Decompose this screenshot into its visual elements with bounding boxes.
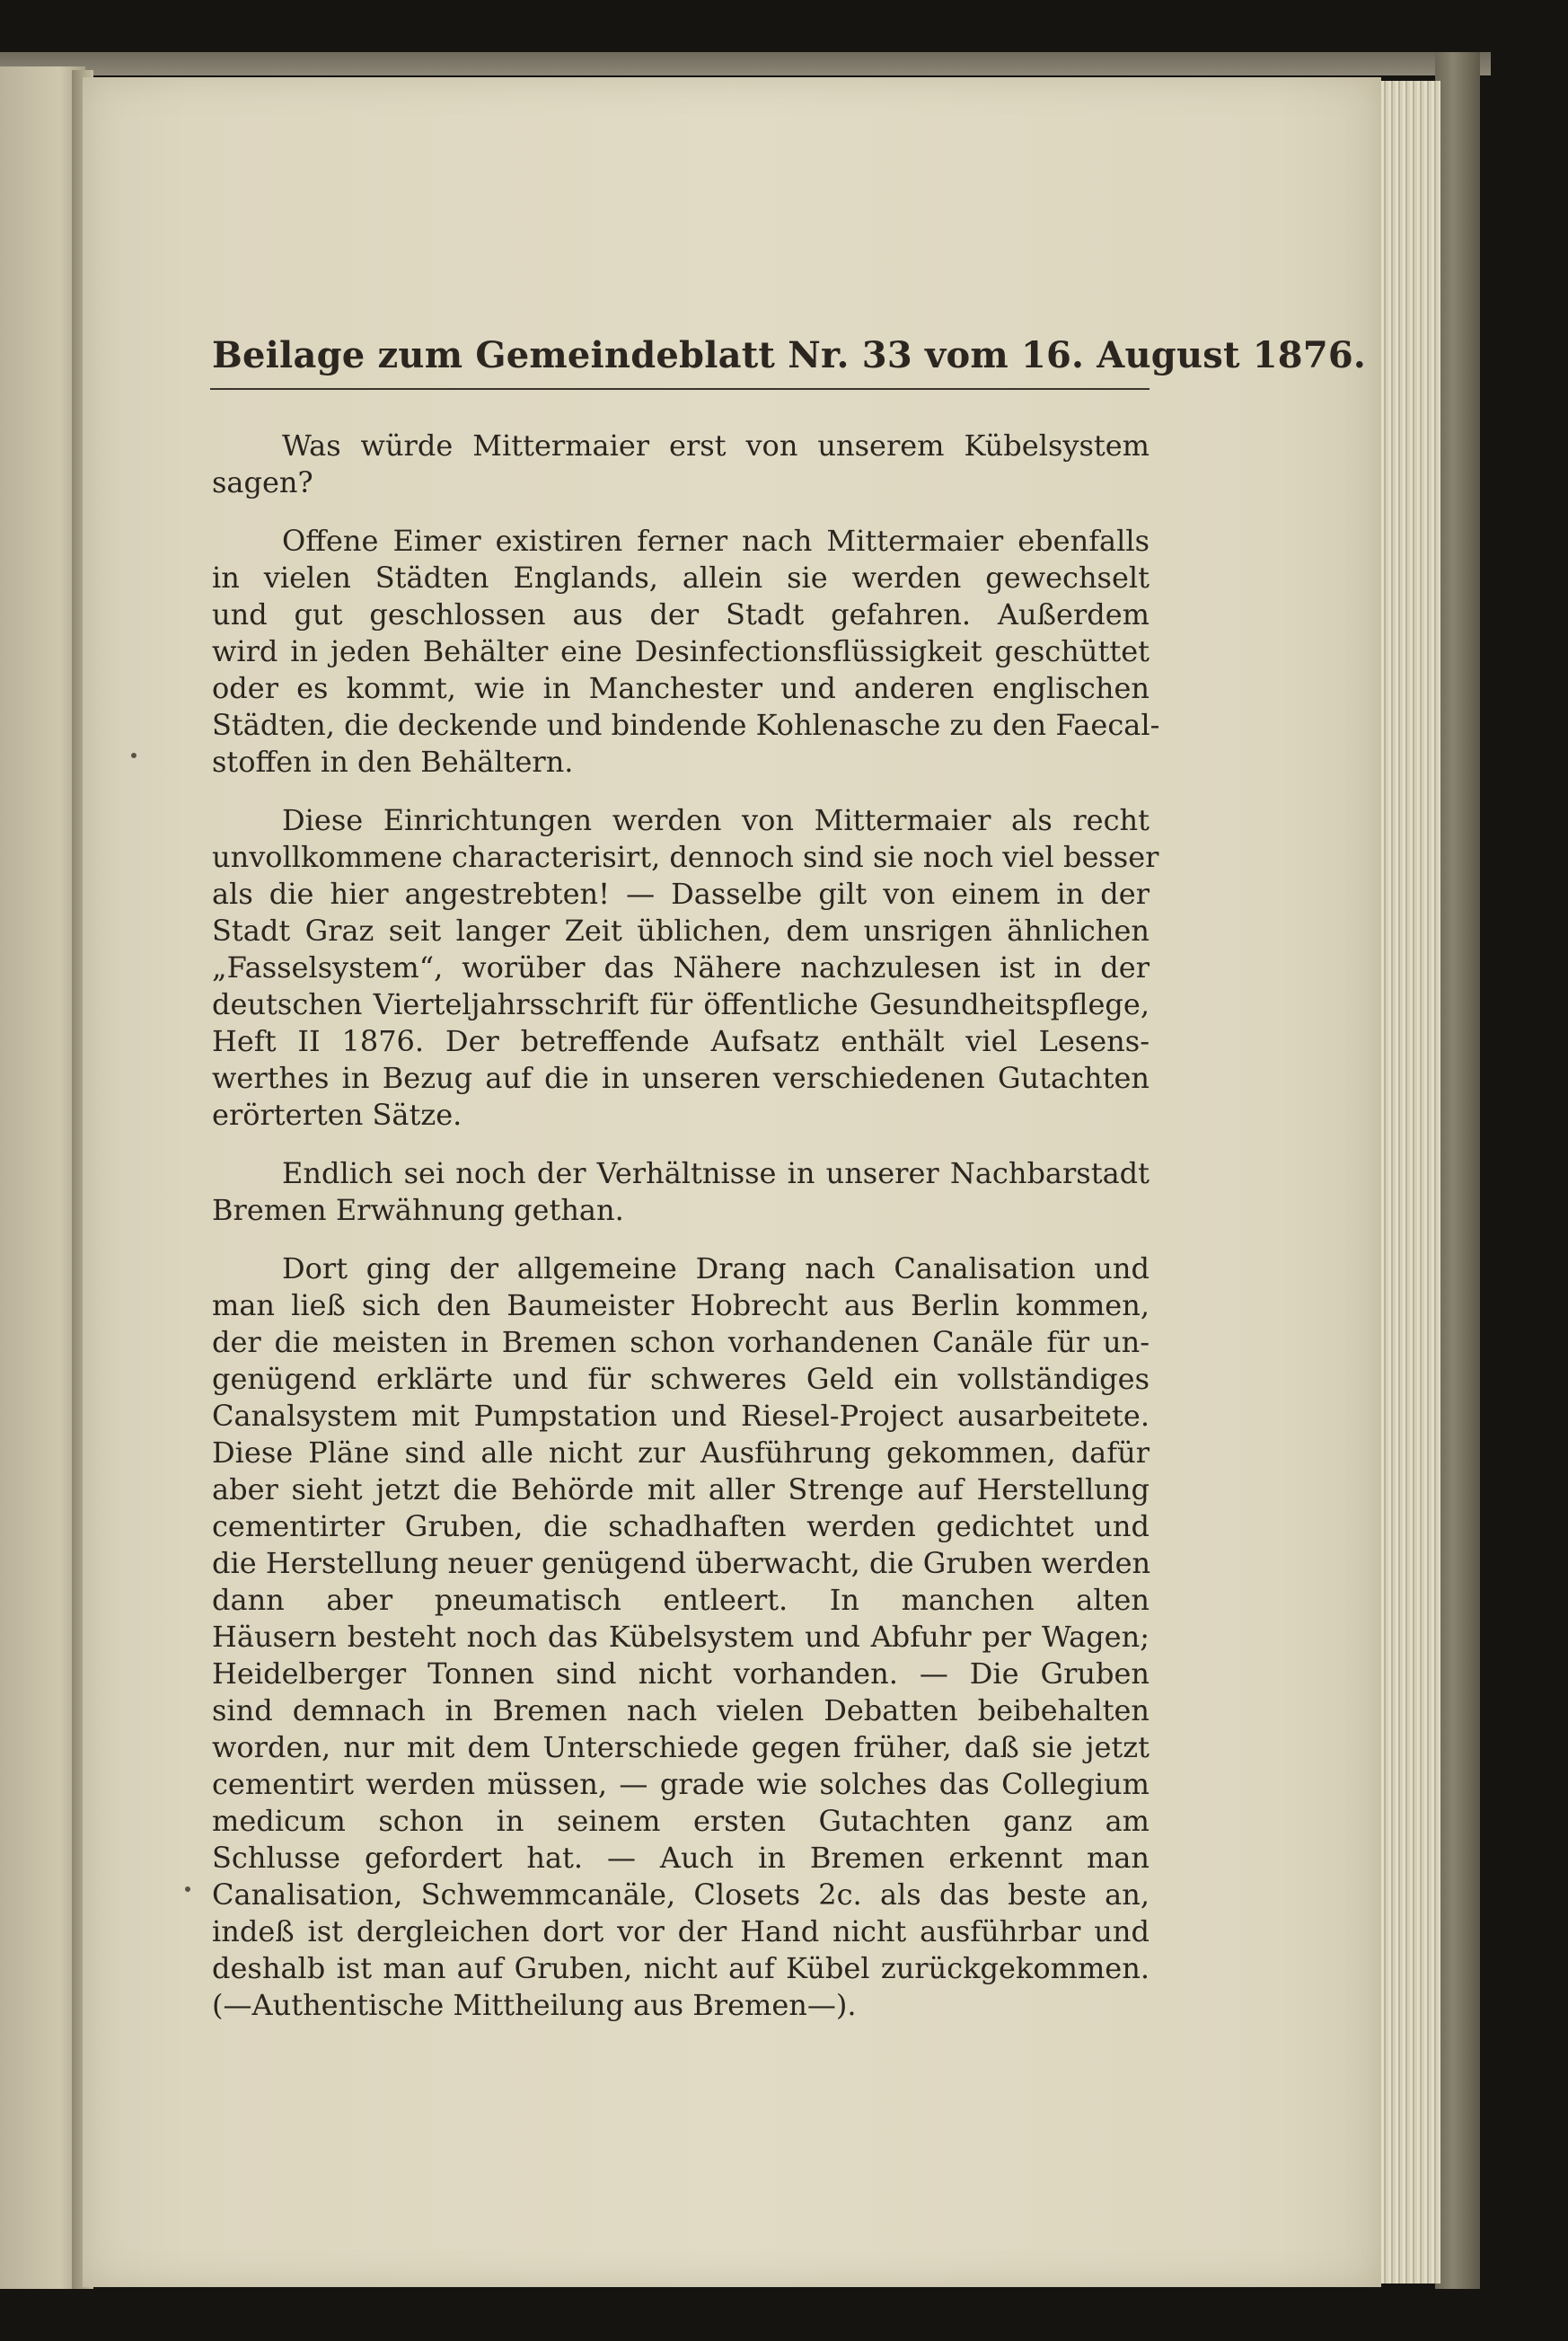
paragraph-2 [212, 523, 1160, 781]
text-line: cementirt werden müssen, — grade wie solches das Collegium [212, 1767, 1150, 1801]
text-line: Städten, die deckende und bindende Kohlenasche zu den Faecal- [212, 708, 1160, 742]
text-line: sagen? [212, 465, 313, 499]
page-edges [1374, 81, 1440, 2284]
text-line: Offene Eimer existiren ferner nach Mittermaier ebenfalls [282, 524, 1150, 558]
text-line: Heidelberger Tonnen sind nicht vorhanden. — Die Gruben [212, 1656, 1150, 1691]
text-line: Häusern besteht noch das Kübelsystem und Abfuhr per Wagen; [212, 1620, 1150, 1654]
text-line: (—Authentische Mittheilung aus Bremen—). [212, 1988, 857, 2022]
text-line: Diese Einrichtungen werden von Mittermaier als recht [282, 803, 1150, 837]
text-line: Diese Pläne sind alle nicht zur Ausführung gekommen, dafür [212, 1436, 1150, 1470]
text-line: Canalisation, Schwemmcanäle, Closets 2c. als das beste an, [212, 1877, 1150, 1912]
text-line: deshalb ist man auf Gruben, nicht auf Kübel zurückgekommen. [212, 1951, 1150, 1985]
book-cover-right [1435, 52, 1480, 2289]
paragraph-5 [212, 1250, 1150, 2024]
text-line: Endlich sei noch der Verhältnisse in unserer Nachbarstadt [282, 1156, 1150, 1190]
text-line: unvollkommene characterisirt, dennoch sind sie noch viel besser [212, 840, 1159, 874]
text-line: Canalsystem mit Pumpstation und Riesel-Project ausarbeitete. [212, 1399, 1150, 1433]
text-line: worden, nur mit dem Unterschiede gegen früher, daß sie jetzt [212, 1730, 1150, 1764]
text-line: cementirter Gruben, die schadhaften werden gedichtet und [212, 1509, 1150, 1543]
text-line: und gut geschlossen aus der Stadt gefahren. Außerdem [212, 597, 1150, 632]
text-line: die Herstellung neuer genügend überwacht, die Gruben werden [212, 1546, 1151, 1580]
page-header: Beilage zum Gemeindeblatt Nr. 33 vom 16. August 1876. [212, 334, 1367, 376]
paper-speck [185, 1886, 190, 1892]
paragraph-4 [212, 1155, 1150, 1229]
text-line: „Fasselsystem“, worüber das Nähere nachzulesen ist in der [212, 950, 1150, 985]
text-line: deutschen Vierteljahrsschrift für öffentliche Gesundheitspflege, [212, 987, 1150, 1021]
text-line: Schlusse gefordert hat. — Auch in Bremen erkennt man [212, 1841, 1150, 1875]
paragraph-1 [212, 428, 1150, 501]
text-line: Was würde Mittermaier erst von unserem Kübelsystem [282, 428, 1150, 463]
header-rule [210, 388, 1150, 390]
text-line: der die meisten in Bremen schon vorhandenen Canäle für un- [212, 1325, 1150, 1359]
text-line: medicum schon in seinem ersten Gutachten ganz am [212, 1804, 1150, 1838]
text-line: oder es kommt, wie in Manchester und anderen englischen [212, 671, 1150, 705]
text-line: in vielen Städten Englands, allein sie werden gewechselt [212, 561, 1150, 595]
paper-speck [131, 753, 137, 758]
text-line: sind demnach in Bremen nach vielen Debatten beibehalten [212, 1693, 1150, 1727]
text-line: als die hier angestrebten! — Dasselbe gilt von einem in der [212, 877, 1150, 911]
text-line: stoffen in den Behältern. [212, 745, 574, 779]
text-line: Bremen Erwähnung gethan. [212, 1193, 624, 1227]
text-line: erörterten Sätze. [212, 1098, 462, 1132]
paragraph-3 [212, 802, 1159, 1134]
text-line: Heft II 1876. Der betreffende Aufsatz enthält viel Lesens- [212, 1024, 1150, 1058]
body-text [212, 428, 1160, 2045]
text-line: dann aber pneumatisch entleert. In manchen alten [212, 1583, 1150, 1617]
text-line: aber sieht jetzt die Behörde mit aller Strenge auf Herstellung [212, 1472, 1150, 1506]
text-line: genügend erklärte und für schweres Geld ein vollständiges [212, 1362, 1150, 1396]
text-line: Stadt Graz seit langer Zeit üblichen, dem unsrigen ähnlichen [212, 914, 1150, 948]
text-line: indeß ist dergleichen dort vor der Hand nicht ausführbar und [212, 1914, 1150, 1948]
text-line: man ließ sich den Baumeister Hobrecht aus Berlin kommen, [212, 1288, 1150, 1322]
text-line: werthes in Bezug auf die in unseren verschiedenen Gutachten [212, 1061, 1150, 1095]
text-line: wird in jeden Behälter eine Desinfectionsflüssigkeit geschüttet [212, 634, 1150, 668]
book-cover-top [0, 52, 1491, 75]
text-line: Dort ging der allgemeine Drang nach Canalisation und [282, 1251, 1150, 1285]
